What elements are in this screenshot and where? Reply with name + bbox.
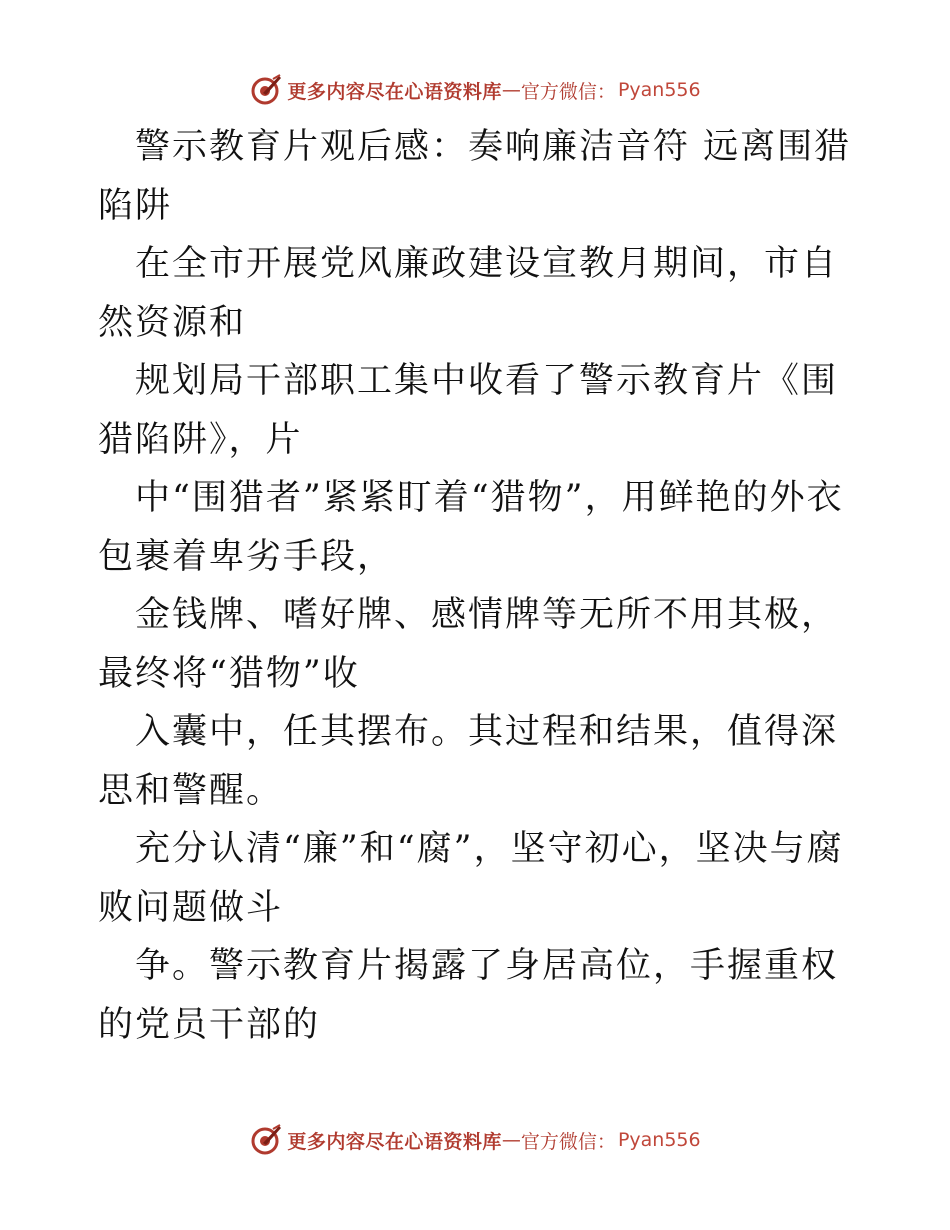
paragraph: 中“围猎者”紧紧盯着“猎物”，用鲜艳的外衣包裹着卑劣手段， — [98, 478, 844, 577]
quill-seal-icon — [249, 1123, 283, 1157]
paragraph: 规划局干部职工集中收看了警示教育片《围猎陷阱》，片 — [98, 361, 839, 460]
footer-watermark — [0, 1120, 950, 1160]
watermark-main-text: 更多内容尽在心语资料库 — [287, 80, 502, 103]
paragraph: 在全市开展党风廉政建设宣教月期间，市自然资源和 — [98, 244, 839, 343]
watermark-main-text: 更多内容尽在心语资料库 — [287, 1130, 502, 1153]
watermark-wechat-id: Pyan556 — [617, 79, 701, 101]
watermark-wechat-label: 官方微信： — [520, 1130, 616, 1153]
document-title-line: 警示教育片观后感：奏响廉洁音符 远离围猎陷阱 — [98, 127, 852, 226]
watermark-wechat-id: Pyan556 — [617, 1129, 701, 1151]
watermark-dash: — — [501, 1129, 521, 1151]
paragraph: 充分认清“廉”和“腐”，坚守初心，坚决与腐败问题做斗 — [98, 829, 844, 928]
paragraph: 争。警示教育片揭露了身居高位，手握重权的党员干部的 — [98, 946, 839, 1045]
watermark-wechat-label: 官方微信： — [520, 80, 616, 103]
header-watermark — [0, 70, 950, 110]
document-body — [98, 118, 858, 1054]
watermark-dash: — — [501, 79, 521, 101]
quill-seal-icon — [249, 73, 283, 107]
paragraph: 金钱牌、嗜好牌、感情牌等无所不用其极，最终将“猎物”收 — [98, 595, 839, 694]
paragraph: 入囊中，任其摆布。其过程和结果，值得深思和警醒。 — [98, 712, 839, 811]
